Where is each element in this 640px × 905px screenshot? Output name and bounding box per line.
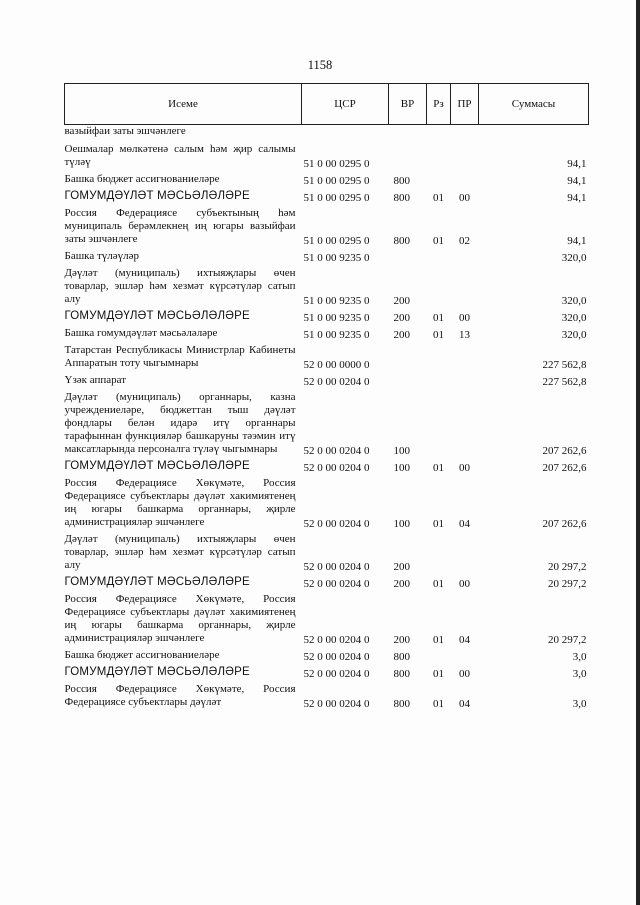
row-name: ГОМУМДӘҮЛӘТ МӘСЬӘЛӘЛӘРЕ <box>64 310 250 322</box>
row-vr: 800 <box>393 235 410 247</box>
header-vr: ВР <box>389 84 427 125</box>
row-vr: 100 <box>393 518 410 530</box>
scan-edge <box>636 0 640 905</box>
row-rz: 01 <box>433 462 444 474</box>
table-row <box>65 171 589 188</box>
table-row <box>65 125 589 140</box>
row-pr <box>451 372 479 389</box>
row-pr: 00 <box>459 312 470 324</box>
row-sum: 227 562,8 <box>542 359 587 371</box>
row-csr: 51 0 00 0295 0 <box>303 175 370 187</box>
row-vr: 800 <box>393 698 410 710</box>
row-sum: 94,1 <box>567 175 587 187</box>
row-vr: 100 <box>393 445 410 457</box>
row-rz: 01 <box>433 235 444 247</box>
row-vr: 200 <box>393 295 410 307</box>
row-sum: 320,0 <box>561 252 587 264</box>
row-pr: 00 <box>459 668 470 680</box>
row-csr: 52 0 00 0204 0 <box>303 376 370 388</box>
row-vr <box>389 139 427 171</box>
row-rz <box>427 139 451 171</box>
header-name: Исеме <box>65 84 302 125</box>
header-rz: Рз <box>427 84 451 125</box>
table-header <box>65 84 589 125</box>
row-vr: 800 <box>393 668 410 680</box>
row-name: Башка гомумдәүләт мәсьәләләре <box>64 327 218 339</box>
row-csr: 52 0 00 0204 0 <box>303 668 370 680</box>
row-name: ГОМУМДӘҮЛӘТ МӘСЬӘЛӘЛӘРЕ <box>64 666 250 678</box>
row-rz: 01 <box>433 329 444 341</box>
row-pr <box>451 531 479 574</box>
row-name: Үзәк аппарат <box>64 374 127 386</box>
row-csr: 52 0 00 0204 0 <box>303 462 370 474</box>
row-pr <box>451 125 479 140</box>
row-pr <box>451 389 479 458</box>
row-csr: 52 0 00 0204 0 <box>303 518 370 530</box>
row-csr: 52 0 00 0204 0 <box>303 578 370 590</box>
header-pr: ПР <box>451 84 479 125</box>
row-name: Россия Федерациясе Хөкүмәте, Россия Федерациясе субъектлары дәүләт хакимиятенең иң югары башкарма органнары, җирле администрацияләр эшчәнлеге <box>64 593 296 644</box>
row-sum: 320,0 <box>561 295 587 307</box>
row-csr: 52 0 00 0204 0 <box>303 445 370 457</box>
row-sum: 320,0 <box>561 312 587 324</box>
row-sum: 3,0 <box>572 698 587 710</box>
table-row <box>65 139 589 171</box>
row-name: ГОМУМДӘҮЛӘТ МӘСЬӘЛӘЛӘРЕ <box>64 576 250 588</box>
table-row <box>65 205 589 248</box>
row-sum: 3,0 <box>572 668 587 680</box>
row-rz <box>427 171 451 188</box>
row-pr: 00 <box>459 192 470 204</box>
row-vr: 800 <box>393 192 410 204</box>
table-row <box>65 308 589 325</box>
row-rz: 01 <box>433 518 444 530</box>
row-pr <box>451 248 479 265</box>
row-name: Татарстан Республикасы Министрлар Кабинеты Аппаратын тоту чыгымнары <box>64 344 296 369</box>
row-rz: 01 <box>433 634 444 646</box>
row-pr <box>451 265 479 308</box>
row-sum: 20 297,2 <box>548 634 587 646</box>
row-pr: 02 <box>459 235 470 247</box>
row-vr: 200 <box>393 561 410 573</box>
row-name: Башка түләүләр <box>64 250 140 262</box>
header-sum: Суммасы <box>479 84 589 125</box>
row-pr: 13 <box>459 329 470 341</box>
row-sum: 20 297,2 <box>548 561 587 573</box>
row-csr: 51 0 00 9235 0 <box>303 295 370 307</box>
row-sum: 320,0 <box>561 329 587 341</box>
page-number: 1158 <box>307 58 333 72</box>
row-vr <box>389 125 427 140</box>
row-name: Дәүләт (муниципаль) ихтыяҗлары өчен товарлар, эшләр һәм хезмәт күрсәтүләр сатып алу <box>64 267 296 305</box>
row-name: Дәүләт (муниципаль) ихтыяҗлары өчен товарлар, эшләр һәм хезмәт күрсәтүләр сатып алу <box>64 533 296 571</box>
row-vr: 200 <box>393 312 410 324</box>
row-rz: 01 <box>433 192 444 204</box>
row-rz <box>427 372 451 389</box>
table-row <box>65 531 589 574</box>
row-rz <box>427 248 451 265</box>
budget-table <box>64 83 589 711</box>
row-name: вазыйфаи заты эшчәнлеге <box>64 125 186 137</box>
row-name: Башка бюджет ассигнованиеләре <box>64 173 220 185</box>
row-sum: 20 297,2 <box>548 578 587 590</box>
row-pr <box>451 171 479 188</box>
row-vr <box>389 372 427 389</box>
row-name: Россия Федерациясе Хөкүмәте, Россия Федерациясе субъектлары дәүләт хакимиятенең иң югары башкарма органнары, җирле администрацияләр эшчәнлеге <box>64 477 296 528</box>
row-name: Россия Федерациясе субъектының һәм муниципаль берәмлекнең иң югары вазыйфаи заты эшчәнлеге <box>64 207 296 245</box>
table-row <box>65 248 589 265</box>
row-pr: 00 <box>459 462 470 474</box>
row-rz <box>427 647 451 664</box>
row-vr: 800 <box>393 175 410 187</box>
table-row <box>65 458 589 475</box>
table-row <box>65 342 589 372</box>
row-sum: 227 562,8 <box>542 376 587 388</box>
table-row <box>65 664 589 681</box>
table-row <box>65 591 589 647</box>
row-name: ГОМУМДӘҮЛӘТ МӘСЬӘЛӘЛӘРЕ <box>64 460 250 472</box>
row-pr: 04 <box>459 634 470 646</box>
row-pr: 04 <box>459 518 470 530</box>
row-vr <box>389 342 427 372</box>
row-vr <box>389 248 427 265</box>
table-row <box>65 647 589 664</box>
row-csr: 52 0 00 0000 0 <box>303 359 370 371</box>
row-sum: 207 262,6 <box>542 445 587 457</box>
table-row <box>65 389 589 458</box>
row-vr: 200 <box>393 634 410 646</box>
row-vr: 800 <box>393 651 410 663</box>
row-pr: 04 <box>459 698 470 710</box>
row-rz <box>427 531 451 574</box>
table-row <box>65 265 589 308</box>
row-rz: 01 <box>433 312 444 324</box>
row-pr <box>451 139 479 171</box>
row-name: Башка бюджет ассигнованиеләре <box>64 649 220 661</box>
table-row <box>65 681 589 711</box>
row-name: ГОМУМДӘҮЛӘТ МӘСЬӘЛӘЛӘРЕ <box>64 190 250 202</box>
table-row <box>65 475 589 531</box>
row-pr <box>451 342 479 372</box>
row-vr: 100 <box>393 462 410 474</box>
table-row <box>65 574 589 591</box>
row-vr: 200 <box>393 578 410 590</box>
row-sum: 207 262,6 <box>542 518 587 530</box>
table-row <box>65 188 589 205</box>
row-sum: 94,1 <box>567 158 587 170</box>
row-rz <box>427 342 451 372</box>
row-csr <box>302 125 389 140</box>
row-rz <box>427 389 451 458</box>
row-pr: 00 <box>459 578 470 590</box>
row-rz: 01 <box>433 668 444 680</box>
header-csr: ЦСР <box>302 84 389 125</box>
row-csr: 52 0 00 0204 0 <box>303 561 370 573</box>
row-sum: 94,1 <box>567 235 587 247</box>
row-sum: 3,0 <box>572 651 587 663</box>
row-rz <box>427 265 451 308</box>
row-rz <box>427 125 451 140</box>
row-name: Оешмалар мөлкәтенә салым һәм җир салымы түләү <box>64 143 296 168</box>
row-csr: 51 0 00 9235 0 <box>303 312 370 324</box>
row-csr: 52 0 00 0204 0 <box>303 651 370 663</box>
row-name: Дәүләт (муниципаль) органнары, казна учреждениеләре, бюджеттан тыш дәүләт фондлары белән идарә итү органнары тарафыннан функцияләр башкаруны тәэмин итү максатларында персоналга түләү чыгымнары <box>64 391 296 455</box>
row-csr: 51 0 00 0295 0 <box>303 158 370 170</box>
row-sum: 94,1 <box>567 192 587 204</box>
row-rz: 01 <box>433 698 444 710</box>
row-rz: 01 <box>433 578 444 590</box>
row-csr: 52 0 00 0204 0 <box>303 698 370 710</box>
row-vr: 200 <box>393 329 410 341</box>
table-body <box>65 125 589 712</box>
table-row <box>65 325 589 342</box>
table-row <box>65 372 589 389</box>
row-csr: 51 0 00 9235 0 <box>303 252 370 264</box>
row-csr: 51 0 00 0295 0 <box>303 235 370 247</box>
row-name: Россия Федерациясе Хөкүмәте, Россия Федерациясе субъектлары дәүләт <box>64 683 296 708</box>
row-csr: 51 0 00 0295 0 <box>303 192 370 204</box>
row-csr: 51 0 00 9235 0 <box>303 329 370 341</box>
row-sum: 207 262,6 <box>542 462 587 474</box>
row-csr: 52 0 00 0204 0 <box>303 634 370 646</box>
row-sum <box>479 125 589 140</box>
row-pr <box>451 647 479 664</box>
